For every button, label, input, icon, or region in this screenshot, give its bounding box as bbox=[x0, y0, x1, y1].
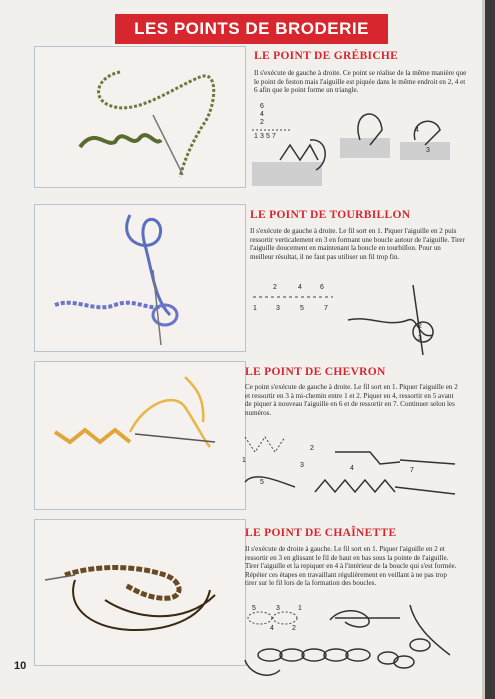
diagram-label: 3 bbox=[418, 335, 422, 342]
photo-chevron bbox=[34, 361, 246, 510]
diagram-label: 5 bbox=[260, 479, 264, 486]
diagram-label: 2 bbox=[310, 445, 314, 452]
section-text-chainette: Il s'exécute de droite à gauche. Le fil sort en 1. Piquer l'aiguille en 2 et ressortir en 3 en glissant le fil de haut en bas sous la pointe de l'aiguille. Tirer l'aiguille et la repiquer en 4 à l'intérieur de la boucle qui s'est formée. Répéter ces étapes en travaillant régulièrement en veillant à ne pas trop tirer sur le fil lors de la formation des boucles. bbox=[245, 545, 457, 588]
photo-tourbillon bbox=[34, 204, 246, 352]
diagram-tourbillon bbox=[248, 280, 463, 370]
diagram-label: 7 bbox=[324, 305, 328, 312]
diagram-label: 1 bbox=[298, 605, 302, 612]
diagram-grebiche bbox=[250, 100, 460, 190]
diagram-label: 3 bbox=[260, 133, 264, 140]
diagram-label: 4 bbox=[298, 284, 302, 291]
section-title-chevron: LE POINT DE CHEVRON bbox=[245, 366, 386, 378]
photo-chainette bbox=[34, 519, 246, 666]
diagram-chevron bbox=[240, 422, 460, 512]
diagram-label: 2 bbox=[260, 119, 264, 126]
page-number: 10 bbox=[14, 660, 27, 672]
diagram-label: 6 bbox=[260, 103, 264, 110]
diagram-label: 2 bbox=[273, 284, 277, 291]
diagram-label: 5 bbox=[300, 305, 304, 312]
diagram-label: 4 bbox=[350, 465, 354, 472]
diagram-label: 1 bbox=[253, 305, 257, 312]
diagram-label: 2 bbox=[292, 625, 296, 632]
diagram-label: 4 bbox=[260, 111, 264, 118]
diagram-label: 5 bbox=[252, 605, 256, 612]
diagram-label: 4 bbox=[270, 625, 274, 632]
section-text-tourbillon: Il s'exécute de gauche à droite. Le fil sort en 1. Piquer l'aiguille en 2 puis ressortir verticalement en 3 en formant une boucle autour de l'aiguille. Tirer l'aiguille doucement en maintenant la boucle en tourbillon. Pour un meilleur résultat, il ne faut pas utiliser un fil trop fin. bbox=[250, 227, 465, 261]
diagram-label: 3 bbox=[276, 605, 280, 612]
diagram-label: 3 bbox=[300, 462, 304, 469]
diagram-label: 1 bbox=[242, 457, 246, 464]
section-title-chainette: LE POINT DE CHAÎNETTE bbox=[245, 527, 397, 539]
diagram-label: 7 bbox=[410, 467, 414, 474]
diagram-label: 1 bbox=[254, 133, 258, 140]
photo-grebiche bbox=[34, 46, 246, 188]
diagram-label: 6 bbox=[320, 284, 324, 291]
section-text-grebiche: Il s'exécute de gauche à droite. Ce point se réalise de la même manière que le point de feston mais l'aiguille est piquée dans le même endroit en 2, 4 et 6 afin que le point forme un triangle. bbox=[254, 69, 467, 95]
section-title-grebiche: LE POINT DE GRÉBICHE bbox=[254, 50, 399, 62]
diagram-chainette bbox=[240, 600, 460, 690]
diagram-label: 7 bbox=[272, 133, 276, 140]
section-text-chevron: Ce point s'exécute de gauche à droite. Le fil sort en 1. Piquer l'aiguille en 2 et ressortir en 3 à mi-chemin entre 1 et 2. Piquer en 4, ressortir en 5 avant de piquer à nouveau l'aiguille en 6 et de ressortir en 7. Continuer selon les numéros. bbox=[245, 383, 458, 417]
page-title: LES POINTS DE BRODERIE bbox=[115, 14, 388, 44]
diagram-label: 4 bbox=[415, 127, 419, 134]
binding-edge bbox=[485, 0, 495, 699]
section-title-tourbillon: LE POINT DE TOURBILLON bbox=[250, 209, 411, 221]
diagram-label: 2 bbox=[418, 323, 422, 330]
diagram-label: 5 bbox=[266, 133, 270, 140]
diagram-label: 3 bbox=[276, 305, 280, 312]
diagram-label: 3 bbox=[426, 147, 430, 154]
